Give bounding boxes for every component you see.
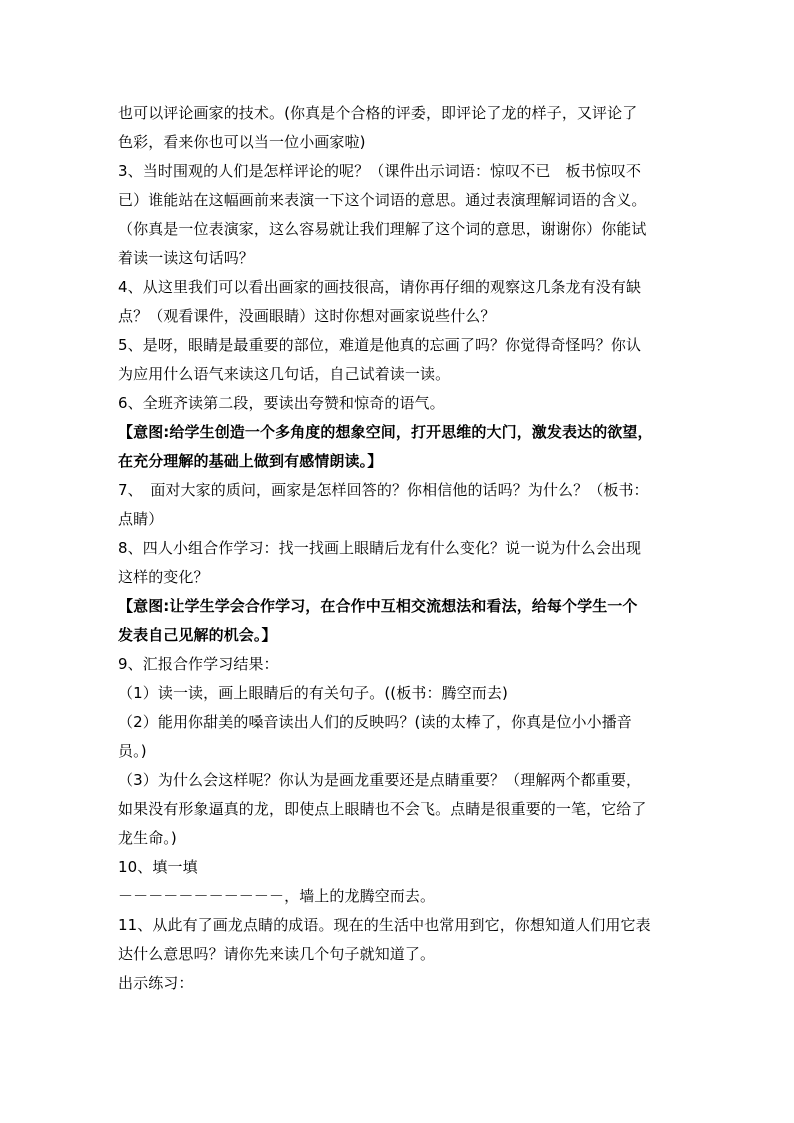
text-line: （1）读一读，画上眼睛后的有关句子。((板书：腾空而去) <box>118 684 508 702</box>
text-line: 11、从此有了画龙点睛的成语。现在的生活中也常用到它，你想知道人们用它表 <box>118 916 651 934</box>
text-line: －－－－－－－－－－－，墙上的龙腾空而去。 <box>118 887 436 905</box>
text-line: 也可以评论画家的技术。(你真是个合格的评委，即评论了龙的样子，又评论了 <box>118 104 638 122</box>
text-line: 这样的变化？ <box>118 568 209 586</box>
text-line: 龙生命。) <box>118 829 177 847</box>
text-line: 达什么意思吗？请你先来读几个句子就知道了。 <box>118 945 436 963</box>
text-line: 出示练习： <box>118 974 194 992</box>
text-line: （2）能用你甜美的嗓音读出人们的反映吗？(读的太棒了，你真是位小小播音 <box>118 713 632 731</box>
text-line: 色彩，看来你也可以当一位小画家啦) <box>118 133 366 151</box>
text-line: 点？（观看课件，没画眼睛）这时你想对画家说些什么？ <box>118 307 496 325</box>
text-line: 已）谁能站在这幅画前来表演一下这个词语的意思。通过表演理解词语的含义。 <box>118 191 647 209</box>
text-line: （3）为什么会这样呢？你认为是画龙重要还是点睛重要？（理解两个都重要， <box>118 771 642 789</box>
intent-note-line: 【意图:给学生创造一个多角度的想象空间，打开思维的大门，激发表达的欲望， <box>118 423 653 441</box>
intent-note-line: 发表自己见解的机会。】 <box>118 626 277 644</box>
text-line: 6、全班齐读第二段，要读出夸赞和惊奇的语气。 <box>118 394 445 412</box>
document-body <box>118 99 683 998</box>
text-line: 着读一读这句话吗？ <box>118 249 254 267</box>
text-line: 员。) <box>118 742 147 760</box>
text-line: 8、四人小组合作学习：找一找画上眼睛后龙有什么变化？说一说为什么会出现 <box>118 539 642 557</box>
intent-note-line: 在充分理解的基础上做到有感情朗读。】 <box>118 452 383 470</box>
text-line: （你真是一位表演家，这么容易就让我们理解了这个词的意思，谢谢你）你能试 <box>118 220 647 238</box>
text-line: 4、从这里我们可以看出画家的画技很高，请你再仔细的观察这几条龙有没有缺 <box>118 278 642 296</box>
text-line: 3、当时围观的人们是怎样评论的呢？（课件出示词语：惊叹不已 板书惊叹不 <box>118 162 642 180</box>
intent-note-line: 【意图:让学生学会合作学习，在合作中互相交流想法和看法，给每个学生一个 <box>118 597 638 615</box>
text-line: 5、是呀，眼睛是最重要的部位，难道是他真的忘画了吗？你觉得奇怪吗？你认 <box>118 336 642 354</box>
text-line: 10、填一填 <box>118 858 198 876</box>
text-line: 点睛） <box>118 510 164 528</box>
text-line: 为应用什么语气来读这几句话，自己试着读一读。 <box>118 365 451 383</box>
text-line: 如果没有形象逼真的龙，即使点上眼睛也不会飞。点睛是很重要的一笔，它给了 <box>118 800 647 818</box>
text-line: 7、 面对大家的质问，画家是怎样回答的？你相信他的话吗？为什么？（板书： <box>118 481 649 499</box>
text-line: 9、汇报合作学习结果： <box>118 655 279 673</box>
